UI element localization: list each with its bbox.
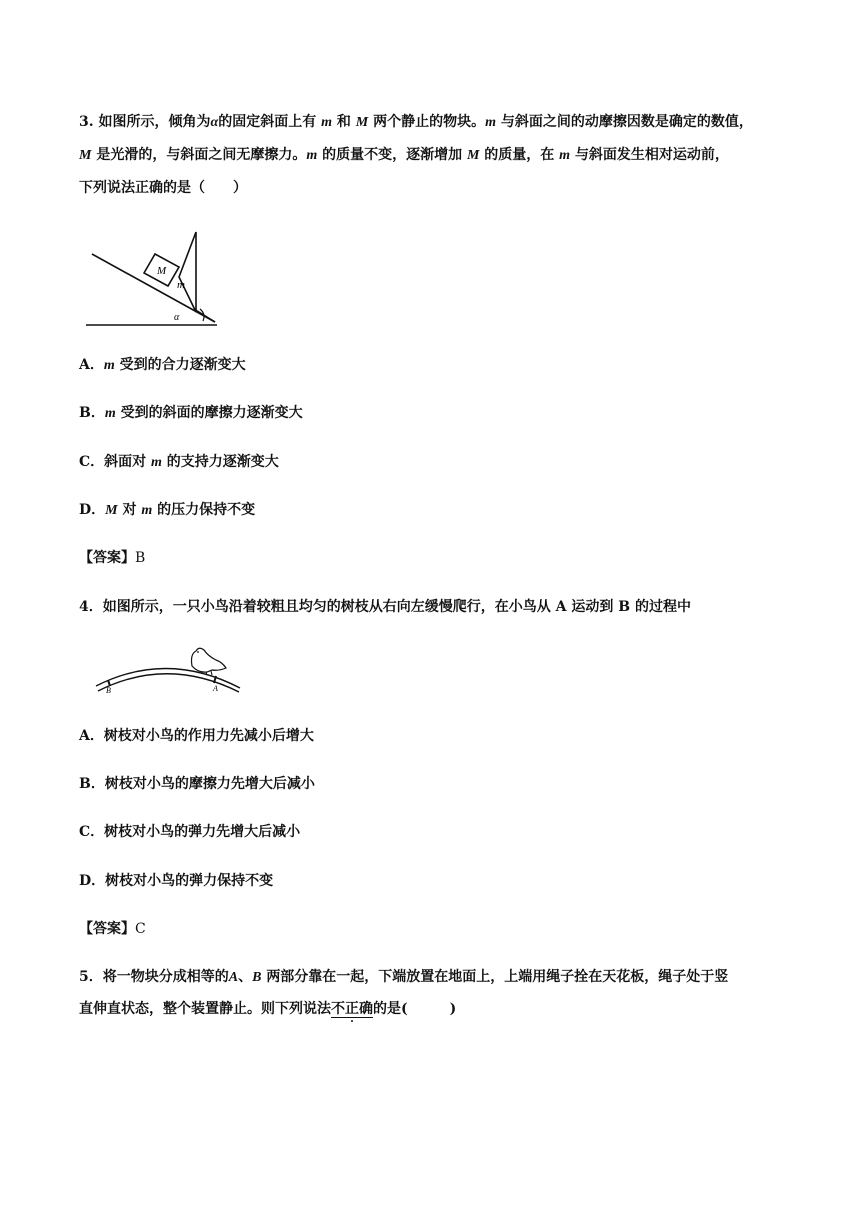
q4-text: 如图所示，一只小鸟沿着较粗且均匀的树枝从右向左缓慢爬行，在小鸟从 xyxy=(102,599,551,615)
var-A: A xyxy=(228,970,239,985)
var-m: m xyxy=(103,358,115,373)
var-m: m xyxy=(306,148,318,163)
option-letter: D． xyxy=(79,873,106,889)
label-m: m xyxy=(177,279,185,291)
q3-text: 的质量不变，逐渐增加 xyxy=(322,147,463,163)
q3-option-c xyxy=(79,452,279,473)
option-text: 受到的合力逐渐变大 xyxy=(119,357,246,373)
q4-answer xyxy=(79,919,146,939)
q4-option-a xyxy=(79,726,314,746)
branch-figure xyxy=(92,642,244,694)
option-text: 树枝对小鸟的弹力保持不变 xyxy=(105,873,274,889)
q5-text: 将一物块分成相等的 xyxy=(102,969,229,985)
q3-stem-line-1 xyxy=(79,112,753,133)
answer-label: 【答案】 xyxy=(79,550,135,566)
point-B: B xyxy=(618,599,631,615)
q3-text: 下列说法正确的是（ ） xyxy=(79,180,247,196)
answer-value: C xyxy=(135,921,146,937)
emphasized-not-correct: 不正确 xyxy=(331,1001,373,1017)
var-M: M xyxy=(105,503,118,518)
block-m xyxy=(179,232,196,312)
answer-label: 【答案】 xyxy=(79,921,135,937)
q3-text: 和 xyxy=(336,114,351,130)
var-m: m xyxy=(321,115,333,130)
q3-text: 与斜面之间的动摩擦因数是确定的数值， xyxy=(500,114,753,130)
option-letter: B． xyxy=(79,776,105,792)
branch-upper-edge xyxy=(96,668,240,688)
label-A: A xyxy=(213,684,218,693)
q3-text: 如图所示，倾角为 xyxy=(98,114,211,130)
var-m: m xyxy=(104,406,116,421)
q3-stem-line-3 xyxy=(79,178,247,198)
q3-stem-line-2 xyxy=(79,145,729,166)
q5-text: 的是( ) xyxy=(373,1001,457,1017)
q5-number: 5． xyxy=(79,969,103,985)
q3-option-a xyxy=(79,355,246,376)
q5-text: 、 xyxy=(238,969,253,985)
q3-text: 是光滑的，与斜面之间无摩擦力。 xyxy=(96,147,307,163)
bird-icon xyxy=(192,648,227,675)
q4-text: 运动到 xyxy=(571,599,614,615)
var-m: m xyxy=(559,148,571,163)
option-letter: A． xyxy=(79,357,104,373)
option-letter: C． xyxy=(79,454,105,470)
option-text: 的支持力逐渐变大 xyxy=(166,454,279,470)
option-text: 树枝对小鸟的弹力先增大后减小 xyxy=(104,824,301,840)
var-m: m xyxy=(151,455,162,470)
q4-stem xyxy=(79,597,691,617)
label-alpha: α xyxy=(174,312,180,323)
q5-text: 两部分靠在一起，下端放置在地面上，上端用绳子拴在天花板，绳子处于竖 xyxy=(266,969,729,985)
option-letter: B． xyxy=(79,405,105,421)
q3-option-d xyxy=(79,500,255,521)
q4-number: 4． xyxy=(79,599,103,615)
q3-text: 与斜面发生相对运动前， xyxy=(574,147,729,163)
q4-option-d xyxy=(79,871,273,891)
option-text: 树枝对小鸟的摩擦力先增大后减小 xyxy=(104,776,315,792)
option-letter: D． xyxy=(79,502,106,518)
q3-number: 3. xyxy=(79,114,94,130)
incline-figure xyxy=(82,226,222,330)
label-M: M xyxy=(157,265,167,277)
option-text: 对 xyxy=(122,502,137,518)
q4-option-b xyxy=(79,774,315,794)
option-text: 的压力保持不变 xyxy=(157,502,256,518)
answer-value: B xyxy=(135,550,146,566)
var-m: m xyxy=(485,115,496,130)
var-M: M xyxy=(466,148,480,163)
label-B: B xyxy=(106,686,111,694)
q3-text: 的质量，在 xyxy=(484,147,555,163)
var-M: M xyxy=(79,148,92,163)
q3-option-b xyxy=(79,403,303,424)
option-text: 斜面对 xyxy=(104,454,147,470)
option-text: 树枝对小鸟的作用力先减小后增大 xyxy=(103,728,314,744)
q4-option-c xyxy=(79,822,300,842)
q3-answer xyxy=(79,548,145,568)
q3-text: 两个静止的物块。 xyxy=(373,114,486,130)
alpha-symbol: α xyxy=(210,115,219,130)
q4-text: 的过程中 xyxy=(634,599,691,615)
option-letter: C． xyxy=(79,824,105,840)
q5-stem-line-1 xyxy=(79,967,728,988)
point-A: A xyxy=(555,599,567,615)
var-m: m xyxy=(141,503,153,518)
option-text: 受到的斜面的摩擦力逐渐变大 xyxy=(120,405,303,421)
option-letter: A． xyxy=(79,728,104,744)
var-B: B xyxy=(252,970,262,985)
q5-stem-line-2 xyxy=(79,999,456,1019)
q5-text: 直伸直状态，整个装置静止。则下列说法 xyxy=(79,1001,331,1017)
q3-text: 的固定斜面上有 xyxy=(218,114,317,130)
var-M: M xyxy=(355,115,369,130)
